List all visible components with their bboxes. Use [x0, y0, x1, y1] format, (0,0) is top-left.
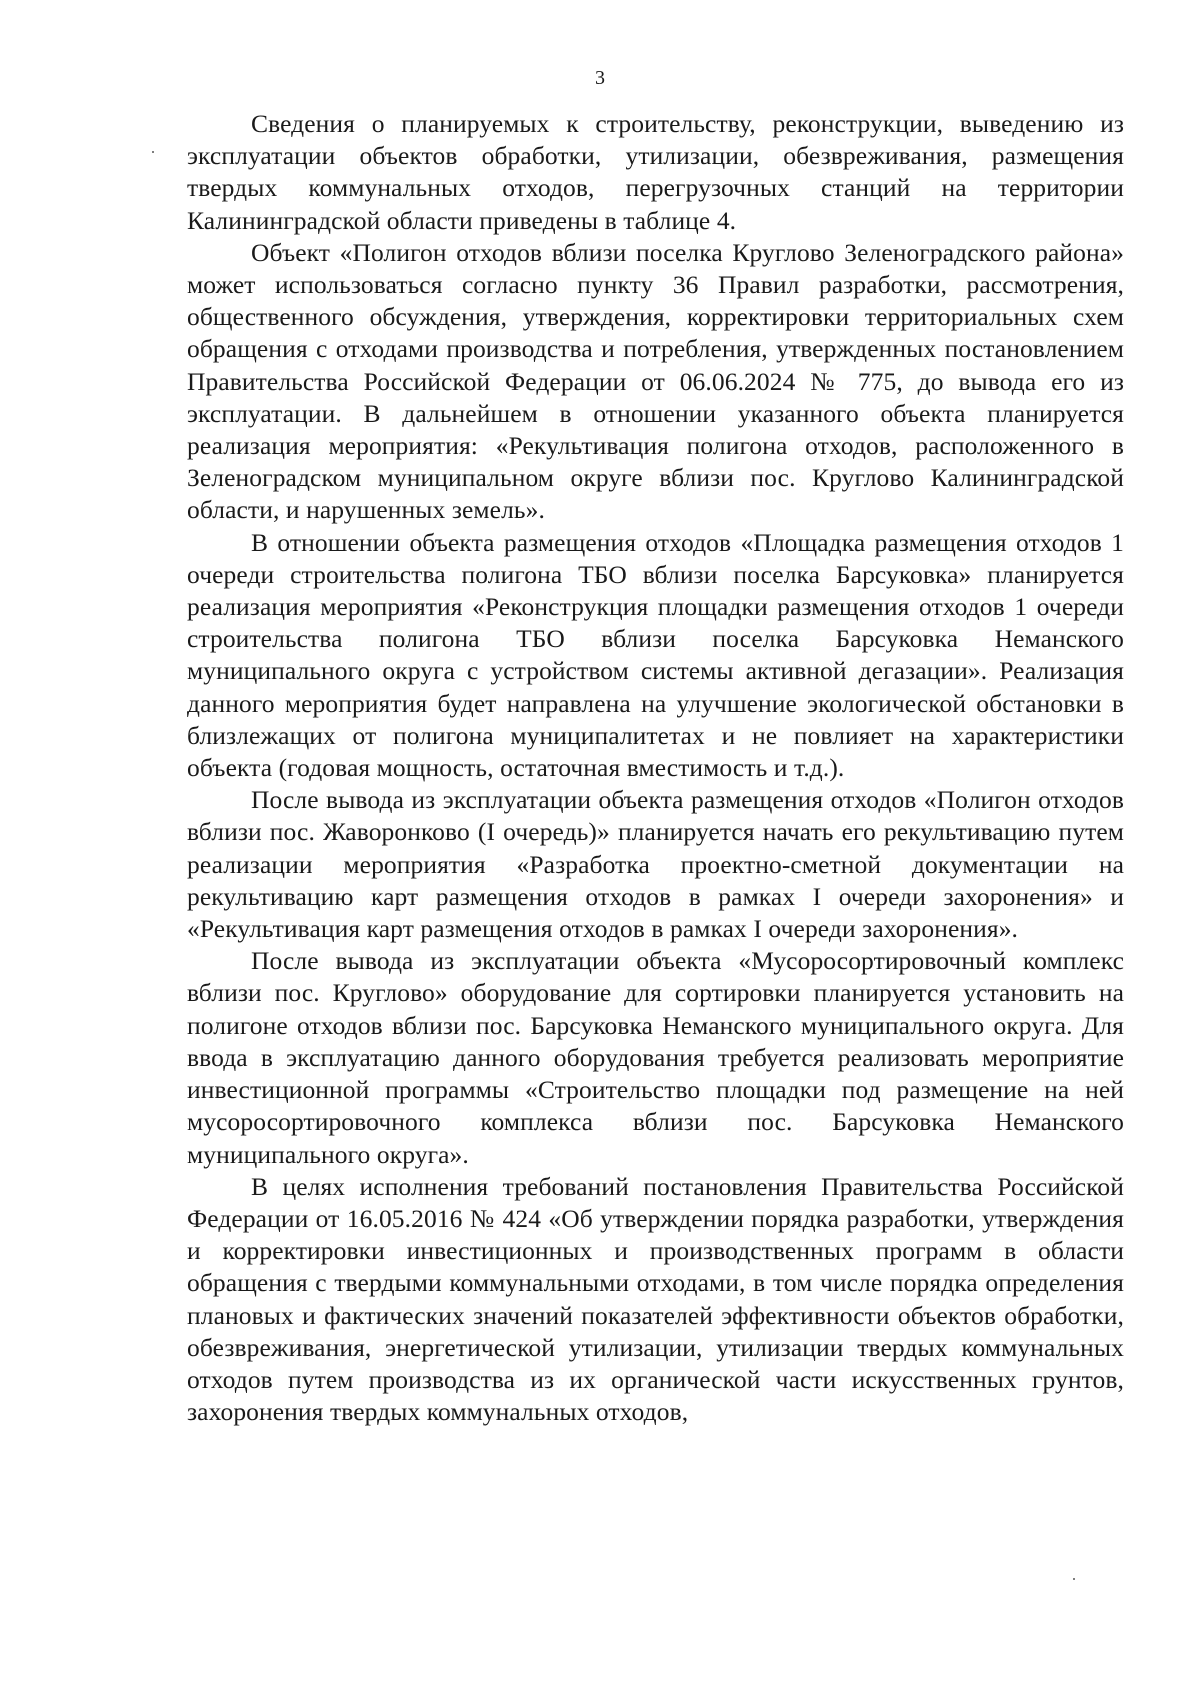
paragraph-government-decree: В целях исполнения требований постановления Правительства Российской Федерации от 16.05.2016 № 424 «Об утверждении порядка разработки, утверждения и корректировки инвестиционных и производственных программ в области обращения с твердыми коммунальными отходами, в том числе порядка определения плановых и фактических значений показателей эффективности объектов обработки, обезвреживания, энергетической утилизации, утилизации твердых коммунальных отходов путем производства из их органической части искусственных грунтов, захоронения твердых коммунальных отходов,	[187, 1171, 1124, 1427]
paragraph-barsukovka-site: В отношении объекта размещения отходов «Площадка размещения отходов 1 очереди строительства полигона ТБО вблизи поселка Барсуковка» планируется реализация мероприятия «Реконструкция площадки размещения отходов 1 очереди строительства полигона ТБО вблизи поселка Барсуковка Неманского муниципального округа с устройством системы активной дегазации». Реализация данного мероприятия будет направлена на улучшение экологической обстановки в близлежащих от полигона муниципалитетах и не повлияет на характеристики объекта (годовая мощность, остаточная вместимость и т.д.).	[187, 527, 1124, 783]
document-body	[187, 108, 1124, 1428]
paragraph-kruglovo-landfill: Объект «Полигон отходов вблизи поселка Круглово Зеленоградского района» может использоваться согласно пункту 36 Правил разработки, рассмотрения, общественного обсуждения, утверждения, корректировки территориальных схем обращения с отходами производства и потребления, утвержденных постановлением Правительства Российской Федерации от 06.06.2024 № 775, до вывода его из эксплуатации. В дальнейшем в отношении указанного объекта планируется реализация мероприятия: «Рекультивация полигона отходов, расположенного в Зеленоградском муниципальном округе вблизи пос. Круглово Калининградской области, и нарушенных земель».	[187, 237, 1124, 525]
page-number: 3	[595, 67, 605, 89]
scan-speck	[152, 151, 154, 153]
paragraph-facilities-table-reference: Сведения о планируемых к строительству, реконструкции, выведению из эксплуатации объектов обработки, утилизации, обезвреживания, размещения твердых коммунальных отходов, перегрузочных станций на территории Калининградской области приведены в таблице 4.	[187, 109, 1124, 235]
paragraph-zhavoronkovo-landfill: После вывода из эксплуатации объекта размещения отходов «Полигон отходов вблизи пос. Жаворонково (I очередь)» планируется начать его рекультивацию путем реализации мероприятия «Разработка проектно-сметной документации на рекультивацию карт размещения отходов в рамках I очереди захоронения» и «Рекультивация карт размещения отходов в рамках I очереди захоронения».	[187, 785, 1124, 944]
scan-speck	[1073, 1578, 1075, 1580]
paragraph-sorting-complex: После вывода из эксплуатации объекта «Мусоросортировочный комплекс вблизи пос. Круглово» оборудование для сортировки планируется установить на полигоне отходов вблизи пос. Барсуковка Неманского муниципального округа. Для ввода в эксплуатацию данного оборудования требуется реализовать мероприятие инвестиционной программы «Строительство площадки под размещение на ней мусоросортировочного комплекса вблизи пос. Барсуковка Неманского муниципального округа».	[187, 946, 1124, 1169]
